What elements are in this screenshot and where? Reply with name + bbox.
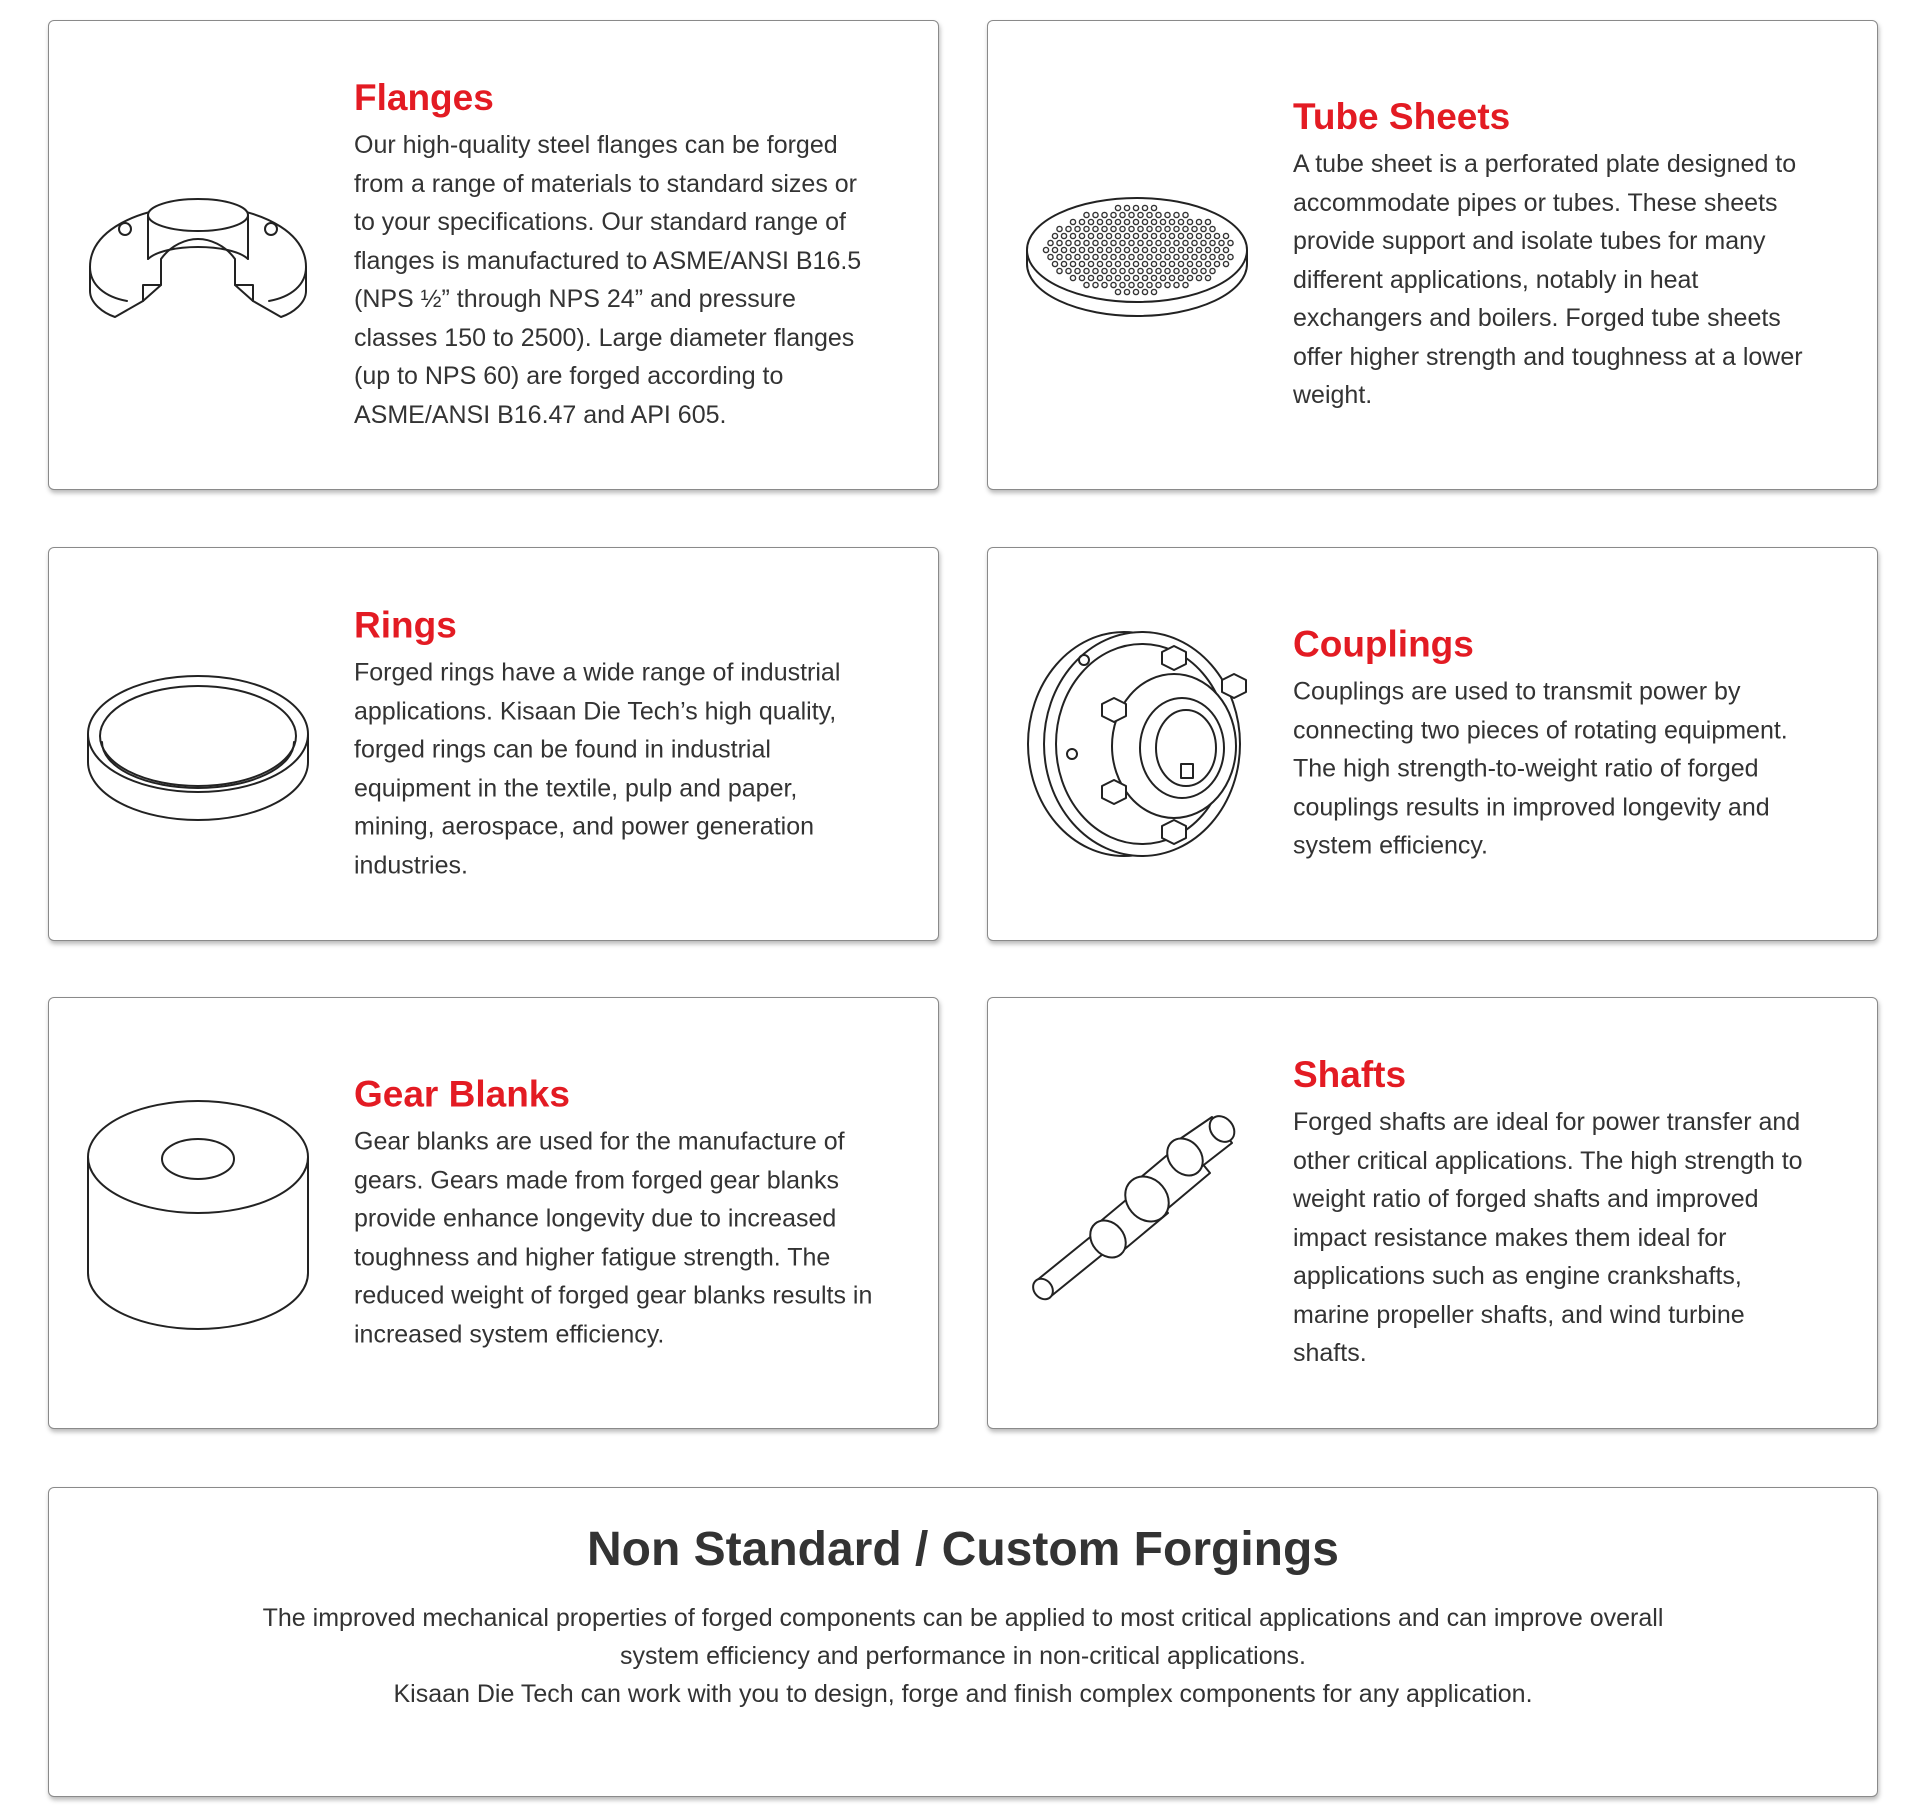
shaft-icon — [1024, 1113, 1250, 1313]
card-description: Couplings are used to transmit power by connecting two pieces of rotating equipment. The high strength-to-weight ratio of forged couplings results in improved longevity and system efficiency. — [1293, 677, 1788, 860]
card-title: Couplings — [1293, 623, 1474, 665]
tube-sheet-icon — [1024, 180, 1250, 330]
ring-icon — [85, 664, 311, 824]
product-card-couplings — [987, 547, 1878, 941]
gear-blank-icon — [85, 1095, 311, 1331]
coupling-icon — [1024, 624, 1250, 864]
card-title: Gear Blanks — [354, 1073, 570, 1115]
product-card-gear-blanks — [48, 997, 939, 1429]
custom-forgings-section — [48, 1487, 1878, 1797]
product-card-shafts — [987, 997, 1878, 1429]
card-description: A tube sheet is a perforated plate designed to accommodate pipes or tubes. These sheets provide support and isolate tubes for many different applications, notably in heat exchangers and boilers. Forged tube sheets offer higher strength and toughness at a lower weight. — [1293, 150, 1803, 410]
card-description: Forged rings have a wide range of industrial applications. Kisaan Die Tech’s high quality, forged rings can be found in industrial equipment in the textile, pulp and paper, mining, aerospace, and power generation industries. — [354, 658, 841, 880]
product-card-flanges — [48, 20, 939, 490]
product-card-rings — [48, 547, 939, 941]
section-description-line: Kisaan Die Tech can work with you to design, forge and finish complex components for any application. — [393, 1680, 1533, 1708]
card-title: Tube Sheets — [1293, 96, 1511, 138]
section-title: Non Standard / Custom Forgings — [587, 1523, 1339, 1576]
flange-icon — [85, 185, 311, 325]
section-description-line: The improved mechanical properties of forged components can be applied to most critical applications and can improve overall system efficiency and performance in non-critical applications. — [262, 1604, 1664, 1670]
card-title: Rings — [354, 604, 457, 646]
card-title: Shafts — [1293, 1054, 1407, 1096]
section-description — [253, 1599, 1673, 1713]
card-description: Forged shafts are ideal for power transfer and other critical applications. The high strength to weight ratio of forged shafts and improved impact resistance makes them ideal for applications such as engine crankshafts, marine propeller shafts, and wind turbine shafts. — [1293, 1108, 1803, 1368]
card-description: Gear blanks are used for the manufacture of gears. Gears made from forged gear blanks provide enhance longevity due to increased toughness and higher fatigue strength. The reduced weight of forged gear blanks results in increased system efficiency. — [354, 1127, 873, 1349]
product-card-tube-sheets — [987, 20, 1878, 490]
card-description: Our high-quality steel flanges can be forged from a range of materials to standard sizes or to your specifications. Our standard range of flanges is manufactured to ASME/ANSI B16.5 (NPS ½” through NPS 24” and pressure classes 150 to 2500). Large diameter flanges (up to NPS 60) are forged according to ASME/ANSI B16.47 and API 605. — [354, 131, 862, 429]
card-title: Flanges — [354, 76, 494, 118]
